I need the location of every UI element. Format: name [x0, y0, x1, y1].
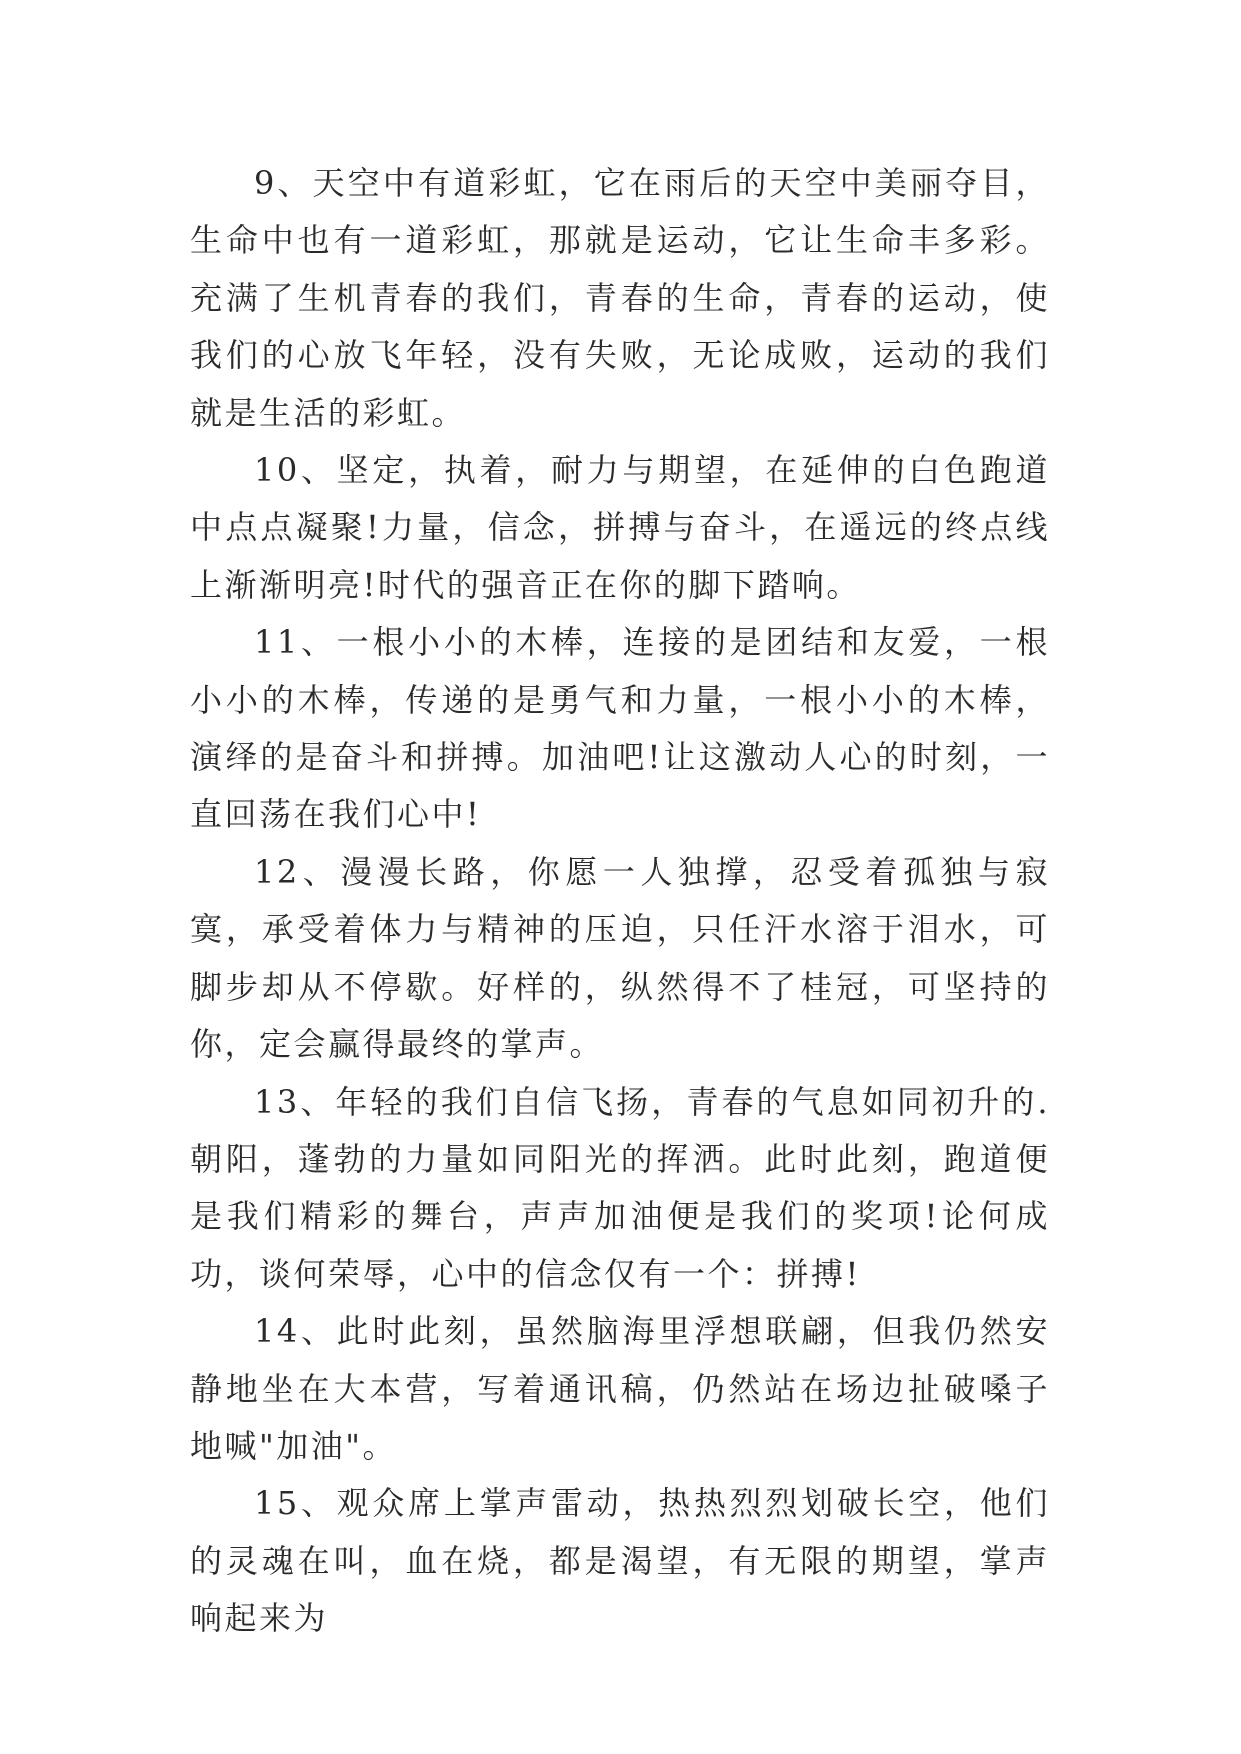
- paragraph-12: 12、漫漫长路，你愿一人独撑，忍受着孤独与寂寞，承受着体力与精神的压迫，只任汗水溶于泪水，可脚步却从不停歇。好样的，纵然得不了桂冠，可坚持的你，定会赢得最终的掌声。: [190, 852, 1050, 1064]
- paragraph-14: 14、此时此刻，虽然脑海里浮想联翩，但我仍然安静地坐在大本营，写着通讯稿，仍然站在场边扯破嗓子地喊"加油"。: [190, 1312, 1050, 1465]
- paragraph-9: 9、天空中有道彩虹，它在雨后的天空中美丽夺目，生命中也有一道彩虹，那就是运动，它让生命丰多彩。充满了生机青春的我们，青春的生命，青春的运动，使我们的心放飞年轻，没有失败，无论成败，运动的我们就是生活的彩虹。: [190, 164, 1050, 432]
- paragraph-10: 10、坚定，执着，耐力与期望，在延伸的白色跑道中点点凝聚!力量，信念，拼搏与奋斗，在遥远的终点线上渐渐明亮!时代的强音正在你的脚下踏响。: [190, 451, 1050, 604]
- paragraph-15: 15、观众席上掌声雷动，热热烈烈划破长空，他们的灵魂在叫，血在烧，都是渴望，有无限的期望，掌声响起来为: [190, 1484, 1050, 1638]
- paragraph-11: 11、一根小小的木棒，连接的是团结和友爱，一根小小的木棒，传递的是勇气和力量，一根小小的木棒，演绎的是奋斗和拼搏。加油吧!让这激动人心的时刻，一直回荡在我们心中!: [190, 623, 1050, 834]
- document-body: [190, 155, 1050, 1648]
- paragraph-13: 13、年轻的我们自信飞扬，青春的气息如同初升的.朝阳，蓬勃的力量如同阳光的挥洒。此时此刻，跑道便是我们精彩的舞台，声声加油便是我们的奖项!论何成功，谈何荣辱，心中的信念仅有一个：拼搏!: [190, 1082, 1050, 1293]
